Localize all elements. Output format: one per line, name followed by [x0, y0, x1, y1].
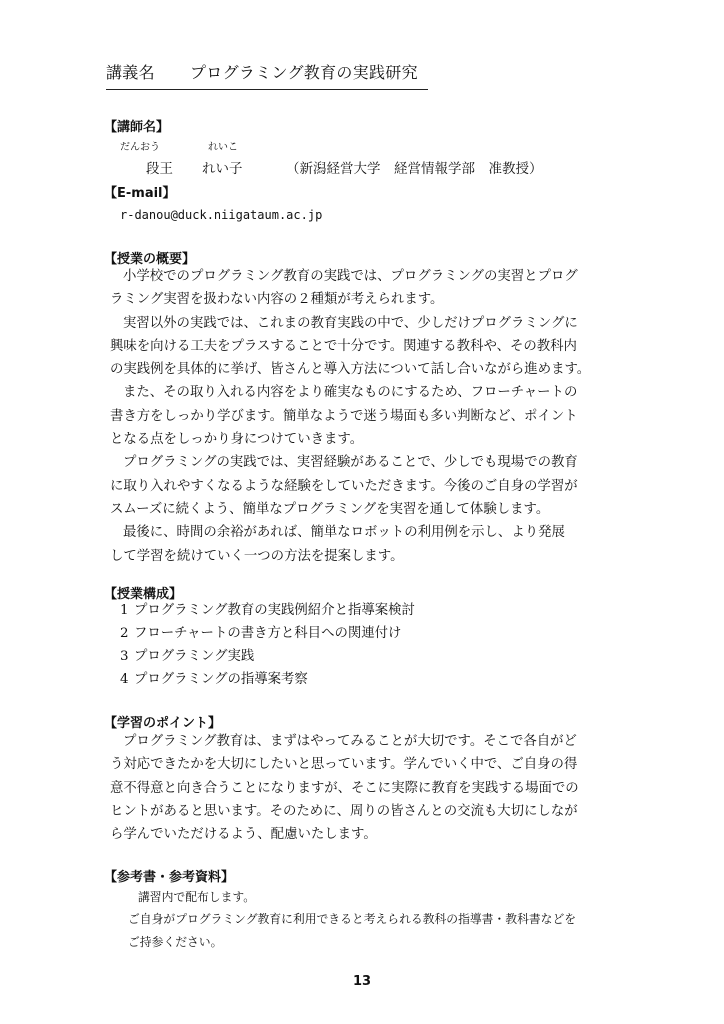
- list-item: [120, 645, 415, 668]
- structure-heading: 【授業構成】: [104, 587, 183, 602]
- list-item-number: 2: [120, 626, 129, 641]
- points-heading: 【学習のポイント】: [104, 716, 222, 731]
- overview-line: ラミング実習を扱わない内容の２種類が考えられます。: [110, 292, 444, 308]
- name-given: れい子: [202, 161, 243, 177]
- points-line: う対応できたかを大切にしたいと思っています。学んでいく中で、ご自身の得: [110, 757, 578, 773]
- name-family: 段王: [146, 161, 173, 177]
- points-line: プログラミング教育は、まずはやってみることが大切です。そこで各自がど: [123, 734, 577, 749]
- points-line: ヒントがあると思います。そのために、周りの皆さんとの交流も大切にしなが: [110, 803, 578, 819]
- overview-heading: 【授業の概要】: [104, 252, 196, 267]
- overview-line: 興味を向ける工夫をプラスすることで十分です。関連する教科や、その教科内: [110, 338, 577, 354]
- title-text: プログラミング教育の実践研究: [190, 63, 418, 82]
- instructor-reading: [120, 138, 238, 153]
- reading-given: れいこ: [208, 142, 238, 153]
- overview-line: の実践例を具体的に挙げ、皆さんと導入方法について話し合いながら進めます。: [110, 362, 591, 378]
- structure-list: [120, 599, 415, 691]
- points-paragraph: [110, 730, 630, 846]
- references-line: 講習内で配布します。: [138, 890, 256, 904]
- overview-line: して学習を続けていく一つの方法を提案します。: [110, 548, 404, 564]
- points-body: [110, 730, 630, 846]
- list-item-text: プログラミングの指導案考察: [134, 672, 308, 687]
- list-item-text: プログラミング実践: [134, 649, 255, 664]
- email-address: r-danou@duck.niigataum.ac.jp: [120, 208, 323, 222]
- list-item-number: 1: [120, 603, 129, 618]
- list-item: [120, 599, 415, 622]
- page-number: 13: [352, 974, 372, 989]
- list-item-text: フローチャートの書き方と科目への関連付け: [134, 626, 402, 641]
- references-line: ご自身がプログラミング教育に利用できると考えられる教科の指導書・教科書などを: [128, 912, 577, 926]
- overview-line: 書き方をしっかり学びます。簡単なようで迷う場面も多い判断など、ポイント: [110, 408, 578, 424]
- page-title: [106, 60, 428, 90]
- overview-paragraph: [110, 521, 630, 568]
- overview-paragraph: [110, 381, 630, 451]
- overview-line: プログラミングの実践では、実習経験があることで、少しでも現場での教育: [123, 455, 578, 471]
- instructor-affiliation: （新潟経営大学 経営情報学部 准教授）: [286, 161, 543, 177]
- references-heading: 【参考書・参考資料】: [104, 870, 235, 885]
- overview-line: また、その取り入れる内容をより確実なものにするため、フローチャートの: [123, 385, 578, 401]
- list-item-number: 4: [120, 672, 129, 687]
- references-line: ご持参ください。: [128, 935, 223, 949]
- instructor-heading: 【講師名】: [104, 120, 170, 135]
- points-line: 意不得意と向き合うことになりますが、そこに実際に教育を実践する場面での: [110, 780, 579, 796]
- instructor-name-line: [146, 157, 543, 177]
- overview-body: [110, 265, 630, 568]
- overview-line: となる点をしっかり身につけていきます。: [110, 432, 364, 448]
- reading-family: だんおう: [120, 142, 160, 153]
- list-item: [120, 622, 415, 645]
- list-item-number: 3: [120, 649, 129, 664]
- overview-line: 最後に、時間の余裕があれば、簡単なロボットの利用例を示し、より発展: [123, 525, 565, 541]
- overview-line: 小学校でのプログラミング教育の実践では、プログラミングの実習とプログ: [123, 269, 578, 284]
- overview-line: に取り入れやすくなるような経験をしていただきます。今後のご自身の学習が: [110, 478, 578, 494]
- email-heading: 【E-mail】: [104, 186, 176, 201]
- title-prefix: 講義名: [106, 63, 155, 82]
- overview-paragraph: [110, 451, 630, 521]
- list-item-text: プログラミング教育の実践例紹介と指導案検討: [134, 603, 415, 618]
- overview-paragraph: [110, 312, 630, 382]
- points-line: ら学んでいただけるよう、配慮いたします。: [110, 827, 377, 843]
- overview-paragraph: [110, 265, 630, 312]
- list-item: [120, 668, 415, 691]
- overview-line: 実習以外の実践では、これまの教育実践の中で、少しだけプログラミングに: [123, 315, 578, 331]
- overview-line: スムーズに続くよう、簡単なプログラミングを実習を通して体験します。: [110, 501, 550, 517]
